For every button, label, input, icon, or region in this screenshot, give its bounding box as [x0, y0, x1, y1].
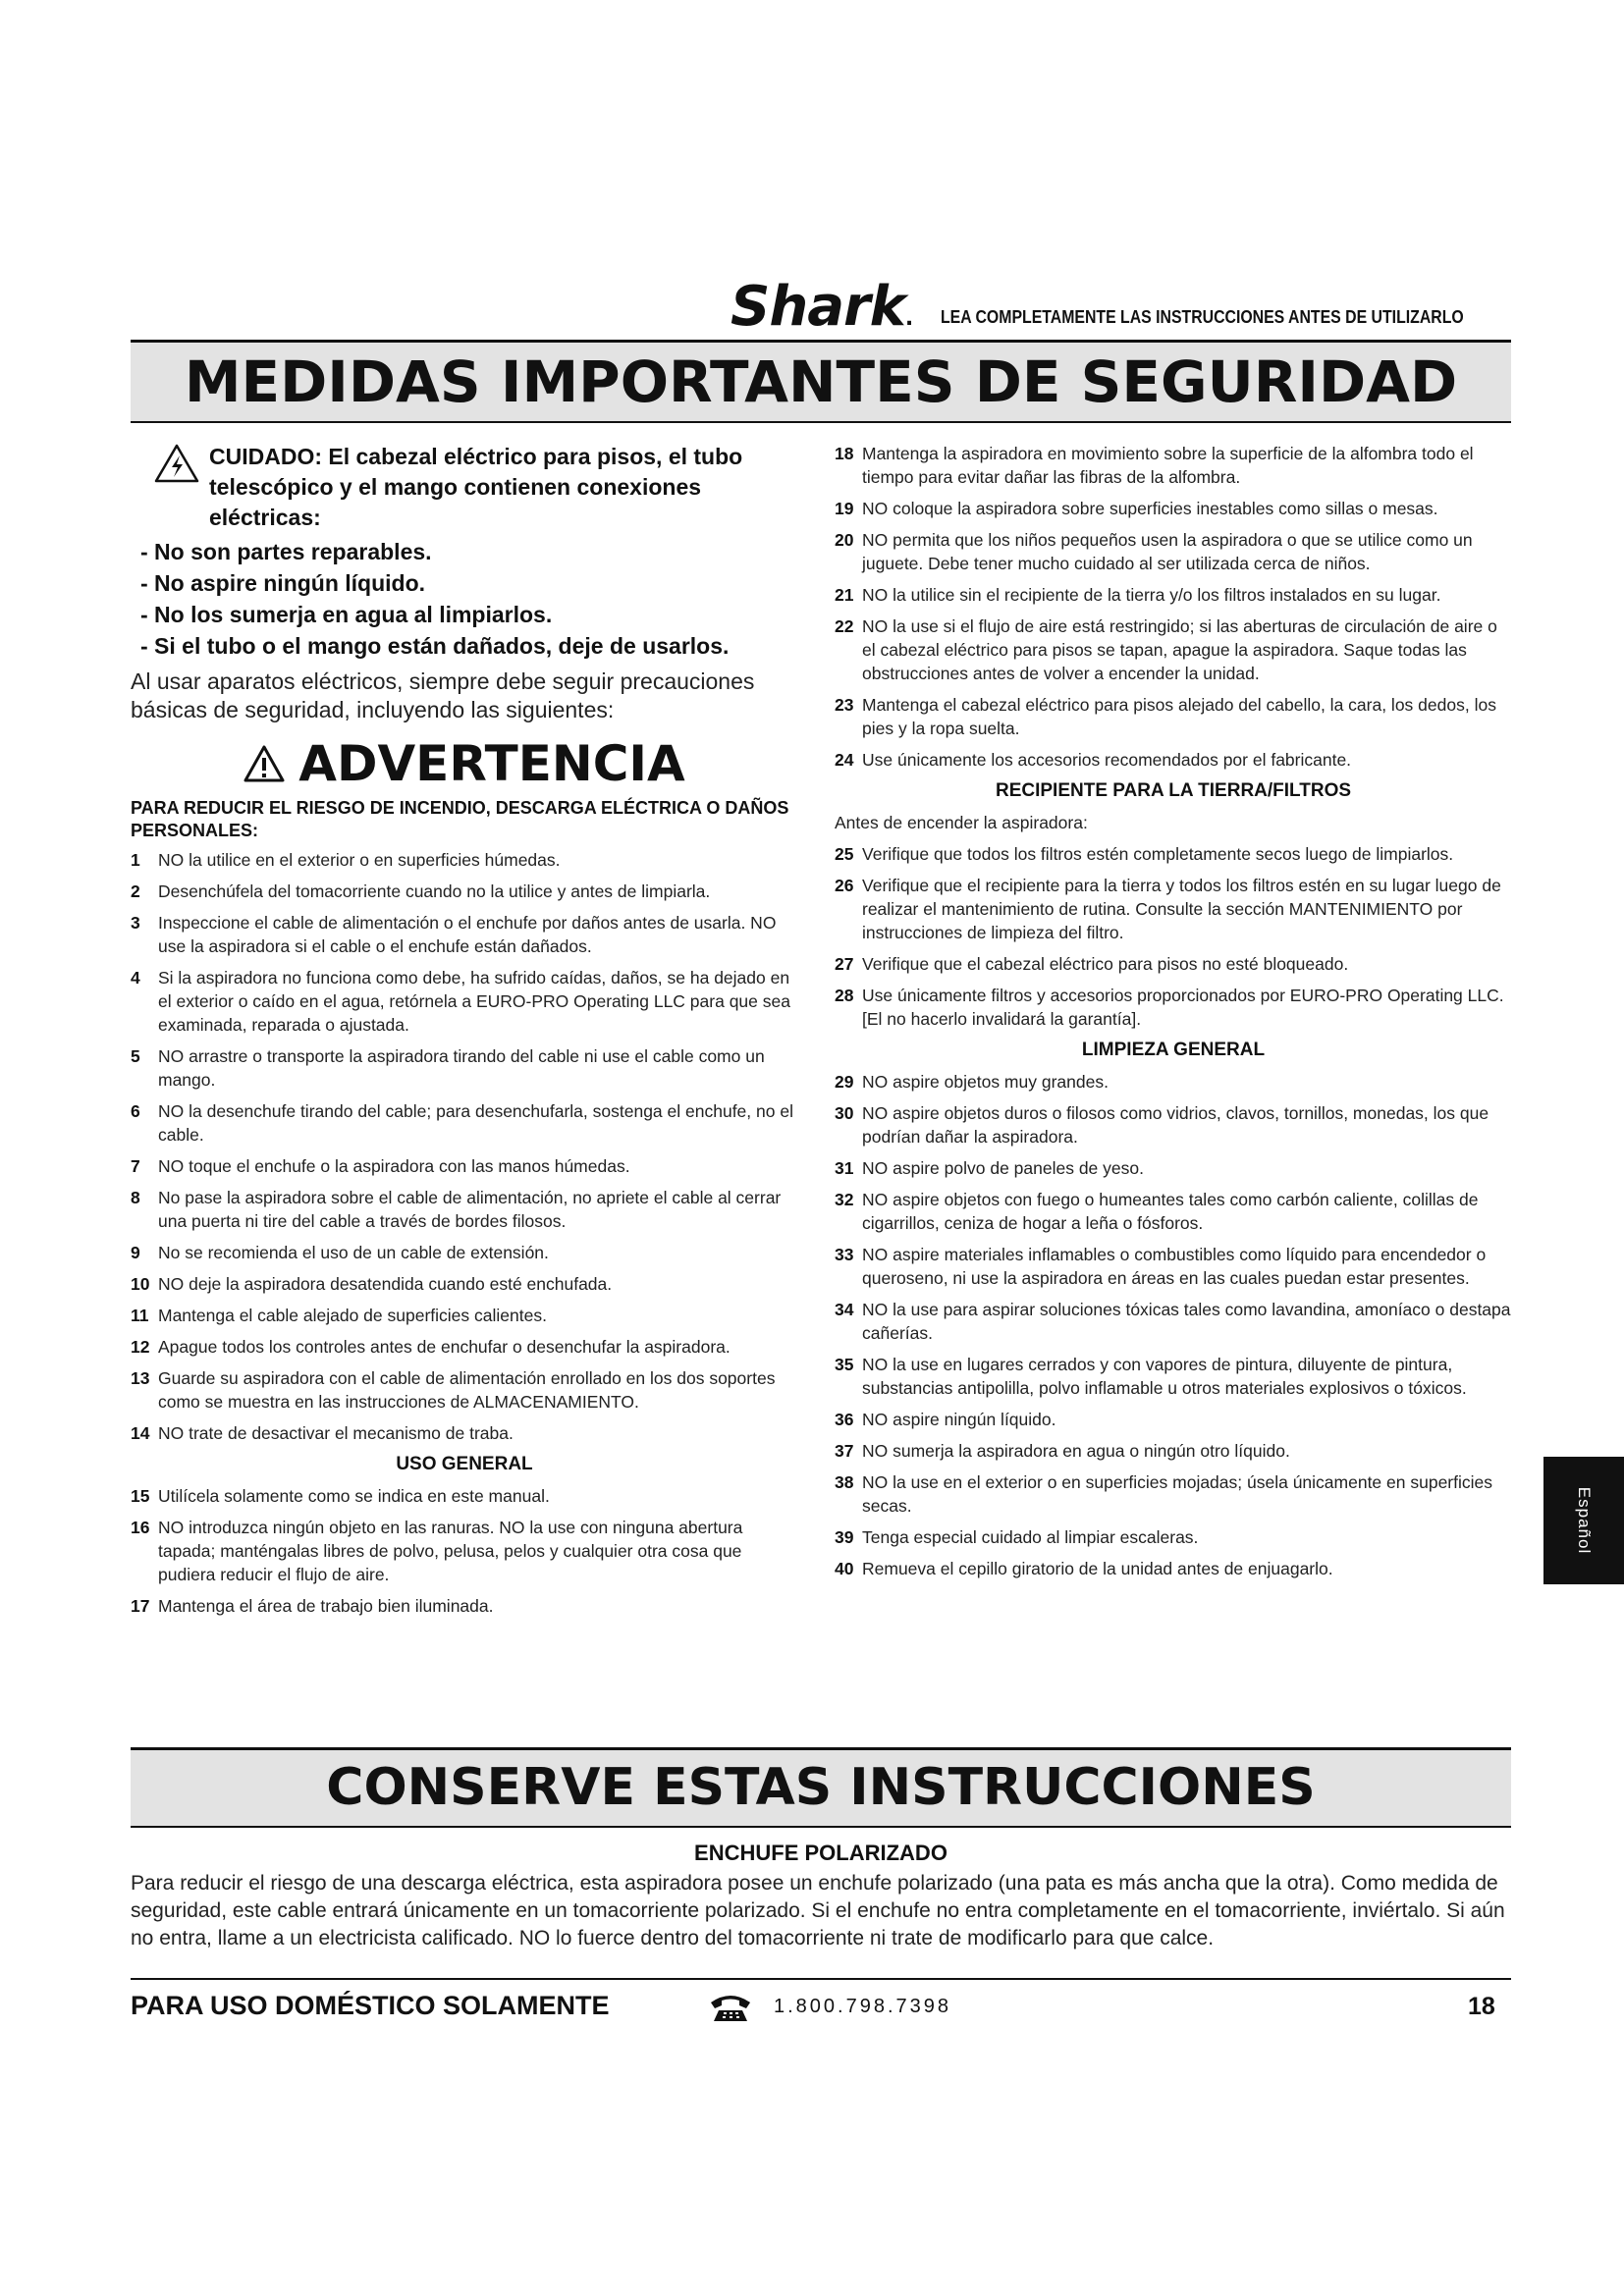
safety-item — [835, 497, 1512, 520]
safety-item — [835, 1298, 1512, 1345]
before-text: Antes de encender la aspiradora: — [835, 813, 1088, 832]
safety-item-number: 7 — [131, 1156, 140, 1176]
safety-item-text: Apague todos los controles antes de enchufar o desenchufar la aspiradora. — [158, 1337, 731, 1357]
safety-item — [131, 1335, 798, 1359]
safety-item-text: NO la desenchufe tirando del cable; para desenchufarla, sostenga el enchufe, no el cable. — [158, 1101, 793, 1145]
safety-item-number: 18 — [835, 444, 854, 463]
intro-text: Al usar aparatos eléctricos, siempre debe seguir precauciones básicas de seguridad, incluyendo las siguientes: — [131, 668, 755, 722]
safety-item-number: 6 — [131, 1101, 140, 1121]
safety-item-text: NO aspire ningún líquido. — [862, 1410, 1056, 1429]
safety-item-number: 24 — [835, 750, 854, 770]
safety-item-text: Mantenga el cable alejado de superficies calientes. — [158, 1306, 547, 1325]
safety-item-text: NO sumerja la aspiradora en agua o ningún otro líquido. — [862, 1441, 1290, 1461]
safety-item-number: 9 — [131, 1243, 140, 1262]
safety-item-number: 14 — [131, 1423, 150, 1443]
safety-item-number: 3 — [131, 913, 140, 933]
safety-item — [835, 528, 1512, 575]
footer-divider — [131, 1978, 1511, 1980]
read-instructions-note: LEA COMPLETAMENTE LAS INSTRUCCIONES ANTES DE UTILIZARLO — [941, 307, 1464, 327]
right-column — [835, 442, 1512, 1588]
caution-bullets — [140, 536, 798, 662]
safety-item-number: 36 — [835, 1410, 854, 1429]
uso-general-heading: USO GENERAL — [396, 1454, 533, 1474]
safety-item-text: Utilícela solamente como se indica en este manual. — [158, 1486, 550, 1506]
safety-item-number: 17 — [131, 1596, 150, 1616]
safety-item — [835, 1439, 1512, 1463]
safety-item-text: NO aspire materiales inflamables o combustibles como líquido para encendedor o queroseno, ni use la aspiradora en áreas en las cuales puedan estar presentes. — [862, 1245, 1487, 1288]
safety-item-text: NO la use para aspirar soluciones tóxicas tales como lavandina, amoníaco o destapa cañerías. — [862, 1300, 1511, 1343]
safety-item-text: Use únicamente filtros y accesorios proporcionados por EURO-PRO Operating LLC. [El no hacerlo invalidará la garantía]. — [862, 986, 1504, 1029]
safety-item — [131, 911, 798, 958]
polarized-plug-title: ENCHUFE POLARIZADO — [694, 1841, 947, 1865]
safety-item-number: 40 — [835, 1559, 854, 1578]
safety-item — [835, 583, 1512, 607]
safety-item-number: 8 — [131, 1188, 140, 1207]
safety-item-number: 28 — [835, 986, 854, 1005]
safety-item — [131, 1304, 798, 1327]
safety-item — [835, 1470, 1512, 1518]
safety-item-text: Remueva el cepillo giratorio de la unidad antes de enjuagarlo. — [862, 1559, 1333, 1578]
safety-item — [131, 1099, 798, 1147]
safety-item-text: Verifique que el cabezal eléctrico para pisos no esté bloqueado. — [862, 954, 1349, 974]
safety-item-number: 10 — [131, 1274, 150, 1294]
phone-number: 1.800.798.7398 — [774, 1996, 952, 2017]
safety-item-text: Mantenga la aspiradora en movimiento sobre la superficie de la alfombra todo el tiempo para evitar dañar las fibras de la alfombra. — [862, 444, 1474, 487]
safety-item-text: NO la use si el flujo de aire está restringido; si las aberturas de circulación de aire o el cabezal eléctrico para pisos se tapan, apague la aspiradora. Saque todas las obstrucciones antes de volver a encender la unidad. — [862, 616, 1497, 683]
safety-list — [835, 842, 1512, 1031]
safety-item-text: Guarde su aspiradora con el cable de alimentación enrollado en los dos soportes como se muestra en las instrucciones de ALMACENAMIENTO. — [158, 1368, 776, 1412]
safety-item-text: NO la utilice en el exterior o en superficies húmedas. — [158, 850, 561, 870]
caution-text: : El cabezal eléctrico para pisos, el tubo telescópico y el mango contienen conexiones eléctricas: — [209, 444, 743, 530]
safety-list — [835, 1070, 1512, 1580]
safety-item-number: 30 — [835, 1103, 854, 1123]
safety-item-text: Inspeccione el cable de alimentación o el enchufe por daños antes de usarla. NO use la aspiradora si el cable o el enchufe están dañados. — [158, 913, 777, 956]
risk-text: PARA REDUCIR EL RIESGO DE INCENDIO, DESCARGA ELÉCTRICA O DAÑOS PERSONALES: — [131, 798, 789, 840]
safety-item — [131, 1594, 798, 1618]
safety-item-number: 22 — [835, 616, 854, 636]
safety-item — [835, 952, 1512, 976]
safety-item-number: 38 — [835, 1472, 854, 1492]
safety-item-number: 34 — [835, 1300, 854, 1319]
safety-item-text: Tenga especial cuidado al limpiar escaleras. — [862, 1527, 1199, 1547]
safety-item — [835, 1156, 1512, 1180]
safety-item-number: 33 — [835, 1245, 854, 1264]
safety-item-text: NO la use en lugares cerrados y con vapores de pintura, diluyente de pintura, substancias antipolilla, polvo inflamable u otros materiales explosivos o tóxicos. — [862, 1355, 1467, 1398]
safety-item — [835, 1101, 1512, 1148]
safety-item-number: 15 — [131, 1486, 150, 1506]
safety-item — [131, 880, 798, 903]
safety-item — [835, 984, 1512, 1031]
safety-item-number: 23 — [835, 695, 854, 715]
household-use-note: PARA USO DOMÉSTICO SOLAMENTE — [131, 1991, 610, 2020]
caution-block — [131, 442, 798, 533]
safety-list — [131, 848, 798, 1445]
safety-item-text: NO aspire objetos con fuego o humeantes tales como carbón caliente, colillas de cigarrillos, ceniza de hogar a leña o fósforos. — [862, 1190, 1479, 1233]
safety-item — [835, 1408, 1512, 1431]
safety-item-number: 31 — [835, 1158, 854, 1178]
safety-item-text: Si la aspiradora no funciona como debe, ha sufrido caídas, daños, se ha dejado en el exterior o caído en el agua, retórnela a EURO-PRO Operating LLC para que sea examinada, reparada o ajustada. — [158, 968, 790, 1035]
safety-item-text: Mantenga el cabezal eléctrico para pisos alejado del cabello, la cara, los dedos, los pies y la ropa suelta. — [862, 695, 1496, 738]
safety-item-number: 13 — [131, 1368, 150, 1388]
safety-item-text: No pase la aspiradora sobre el cable de alimentación, no apriete el cable al cerrar una puerta ni tire del cable a través de bordes filosos. — [158, 1188, 782, 1231]
safety-item-text: NO aspire objetos duros o filosos como vidrios, clavos, tornillos, monedas, los que podrían dañar la aspiradora. — [862, 1103, 1489, 1147]
safety-item — [131, 1044, 798, 1092]
safety-item-number: 19 — [835, 499, 854, 518]
safety-item-number: 26 — [835, 876, 854, 895]
safety-item-text: No se recomienda el uso de un cable de extensión. — [158, 1243, 549, 1262]
safety-item-number: 29 — [835, 1072, 854, 1092]
safety-item — [131, 1241, 798, 1264]
safety-item — [835, 1243, 1512, 1290]
conserve-banner: CONSERVE ESTAS INSTRUCCIONES — [131, 1747, 1511, 1828]
limpieza-heading: LIMPIEZA GENERAL — [1081, 1040, 1266, 1060]
safety-item — [835, 874, 1512, 944]
safety-item-number: 16 — [131, 1518, 150, 1537]
safety-item — [835, 693, 1512, 740]
shark-logo: Shark. — [731, 275, 913, 339]
safety-item-text: NO la utilice sin el recipiente de la tierra y/o los filtros instalados en su lugar. — [862, 585, 1441, 605]
page-number: 18 — [1468, 1993, 1495, 2020]
polarized-plug-text: Para reducir el riesgo de una descarga eléctrica, esta aspiradora posee un enchufe polarizado (una pata es más ancha que la otra). Como medida de seguridad, este cable entrará únicamente en un tomacorriente polarizado. Si el enchufe no entra completamente en el tomacorriente, inviértalo. Si aún no entra, llame a un electricista calificado. NO lo fuerce dentro del tomacorriente ni trate de modificarlo para que calce. — [131, 1872, 1505, 1949]
caution-bullet: - No aspire ningún líquido. — [140, 570, 426, 596]
safety-item-number: 5 — [131, 1046, 140, 1066]
caution-label: CUIDADO — [209, 444, 315, 469]
safety-item — [835, 614, 1512, 685]
safety-item-number: 11 — [131, 1306, 149, 1325]
safety-item-number: 1 — [131, 850, 140, 870]
language-tab — [1543, 1457, 1624, 1584]
safety-list — [835, 442, 1512, 772]
safety-item — [131, 1366, 798, 1414]
safety-item — [835, 1070, 1512, 1094]
safety-item-text: NO toque el enchufe o la aspiradora con las manos húmedas. — [158, 1156, 630, 1176]
recipiente-heading: RECIPIENTE PARA LA TIERRA/FILTROS — [995, 780, 1352, 801]
safety-item-number: 25 — [835, 844, 854, 864]
warning-heading-text: ADVERTENCIA — [298, 735, 685, 792]
safety-item — [835, 1353, 1512, 1400]
safety-item-text: Desenchúfela del tomacorriente cuando no la utilice y antes de limpiarla. — [158, 881, 711, 901]
warning-heading — [131, 734, 798, 793]
safety-item — [835, 1188, 1512, 1235]
safety-item — [835, 442, 1512, 489]
safety-item-text: NO trate de desactivar el mecanismo de traba. — [158, 1423, 514, 1443]
safety-item-number: 20 — [835, 530, 854, 550]
safety-item — [835, 842, 1512, 866]
safety-item — [835, 1557, 1512, 1580]
electric-warning-icon — [154, 444, 199, 483]
safety-list — [131, 1484, 798, 1618]
safety-item-text: NO aspire polvo de paneles de yeso. — [862, 1158, 1144, 1178]
safety-item — [131, 1186, 798, 1233]
safety-item-text: NO deje la aspiradora desatendida cuando esté enchufada. — [158, 1274, 613, 1294]
caution-bullet: - Si el tubo o el mango están dañados, deje de usarlos. — [140, 633, 730, 659]
safety-item-text: Use únicamente los accesorios recomendados por el fabricante. — [862, 750, 1352, 770]
safety-item-number: 32 — [835, 1190, 854, 1209]
safety-item — [131, 848, 798, 872]
safety-item — [131, 1421, 798, 1445]
safety-item-number: 4 — [131, 968, 140, 988]
safety-item — [131, 1484, 798, 1508]
safety-item — [131, 966, 798, 1037]
telephone-icon — [709, 1993, 752, 2022]
safety-item-number: 27 — [835, 954, 854, 974]
safety-item-text: NO introduzca ningún objeto en las ranuras. NO la use con ninguna abertura tapada; manténgalas libres de polvo, pelusa, pelos y cualquier otra cosa que pudiera reducir el flujo de aire. — [158, 1518, 743, 1584]
safety-item — [835, 748, 1512, 772]
safety-item-text: Verifique que todos los filtros estén completamente secos luego de limpiarlos. — [862, 844, 1454, 864]
safety-item — [131, 1154, 798, 1178]
safety-item-text: NO aspire objetos muy grandes. — [862, 1072, 1109, 1092]
language-tab-label: Español — [1575, 1486, 1594, 1555]
safety-item-number: 12 — [131, 1337, 150, 1357]
warning-triangle-icon — [244, 745, 285, 782]
safety-item — [835, 1525, 1512, 1549]
safety-item-number: 37 — [835, 1441, 854, 1461]
safety-item — [131, 1516, 798, 1586]
safety-item-number: 21 — [835, 585, 854, 605]
left-column — [131, 442, 798, 1626]
safety-item-text: Mantenga el área de trabajo bien iluminada. — [158, 1596, 494, 1616]
caution-bullet: - No son partes reparables. — [140, 539, 432, 564]
caution-bullet: - No los sumerja en agua al limpiarlos. — [140, 602, 553, 627]
safety-item — [131, 1272, 798, 1296]
safety-item-text: NO la use en el exterior o en superficies mojadas; úsela únicamente en superficies secas. — [862, 1472, 1493, 1516]
safety-item-text: NO arrastre o transporte la aspiradora tirando del cable ni use el cable como un mango. — [158, 1046, 765, 1090]
safety-item-number: 39 — [835, 1527, 854, 1547]
safety-item-text: Verifique que el recipiente para la tierra y todos los filtros estén en su lugar luego de realizar el mantenimiento de rutina. Consulte la sección MANTENIMIENTO por instrucciones de limpieza del filtro. — [862, 876, 1501, 942]
safety-item-text: NO permita que los niños pequeños usen la aspiradora o que se utilice como un juguete. Debe tener mucho cuidado al ser utilizada cerca de niños. — [862, 530, 1473, 573]
safety-item-number: 2 — [131, 881, 140, 901]
safety-item-number: 35 — [835, 1355, 854, 1374]
safety-banner: MEDIDAS IMPORTANTES DE SEGURIDAD — [131, 340, 1511, 423]
safety-item-text: NO coloque la aspiradora sobre superficies inestables como sillas o mesas. — [862, 499, 1438, 518]
